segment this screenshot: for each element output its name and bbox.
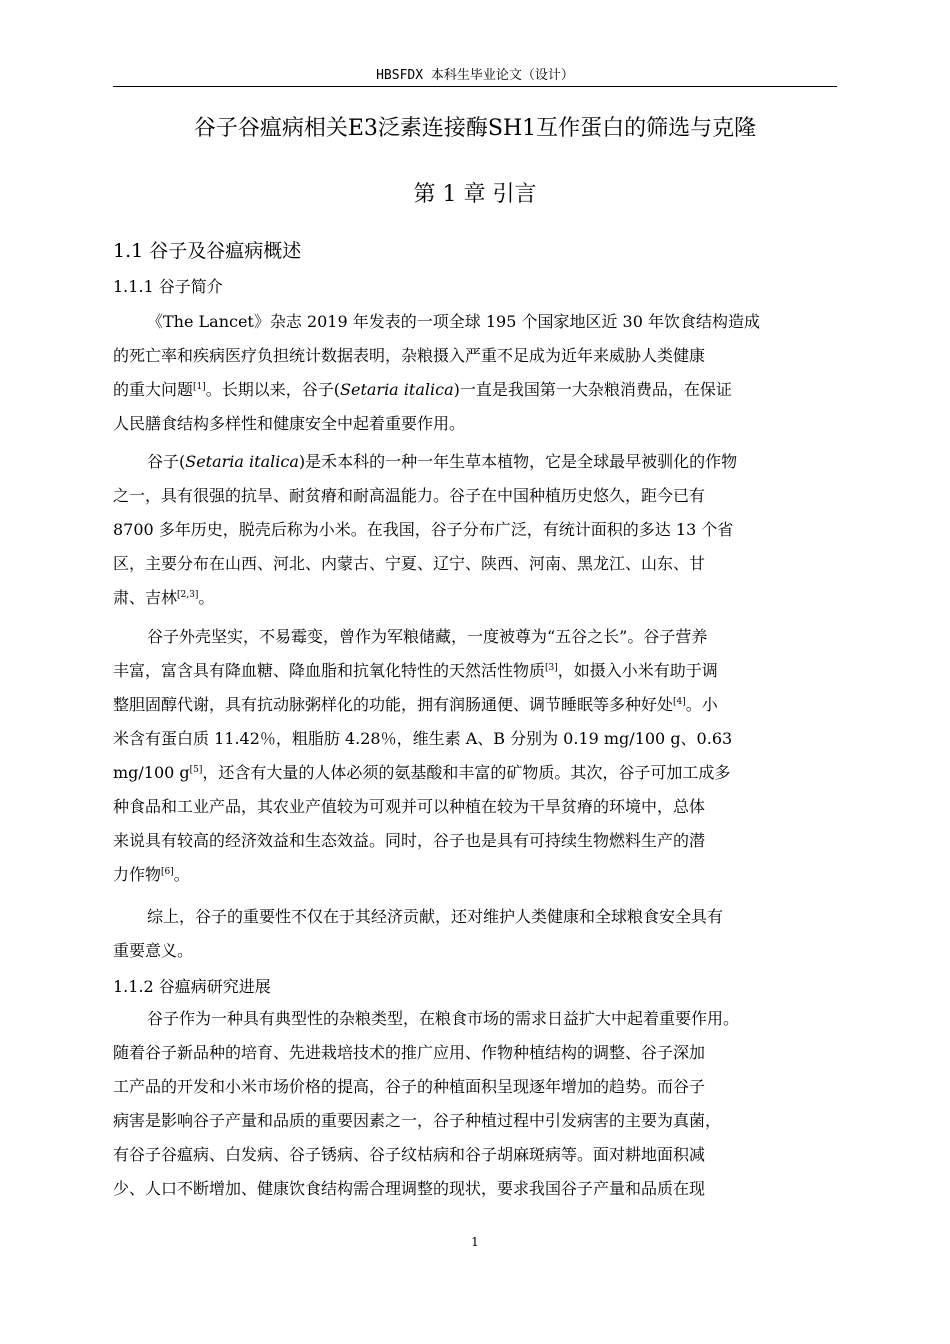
text-line: 米含有蛋白质 11.42％，粗脂肪 4.28％，维生素 A、B 分别为 0.19 mg/100 g、0.63	[113, 729, 733, 748]
text-line: 力作物[6]。	[113, 865, 190, 884]
paragraph-5	[113, 1002, 837, 1206]
text-line: 整胆固醇代谢，具有抗动脉粥样化的功能，拥有润肠通便、调节睡眠等多种好处[4]。小	[113, 695, 718, 714]
text-line: 《The Lancet》杂志 2019 年发表的一项全球 195 个国家地区近 30 年饮食结构造成	[147, 312, 760, 331]
text-line: 种食品和工业产品，其农业产值较为可观并可以种植在较为干旱贫瘠的环境中，总体	[113, 797, 706, 816]
text-line: 丰富，富含具有降血糖、降血脂和抗氧化特性的天然活性物质[3]，如摄入小米有助于调	[113, 661, 718, 680]
section-heading-1-1: 1.1 谷子及谷瘟病概述	[113, 240, 302, 262]
paragraph-4	[113, 900, 837, 968]
text-line: 肃、吉林[2,3]。	[113, 588, 215, 607]
page-number: 1	[471, 1235, 479, 1249]
text-line: 的重大问题[1]。长期以来，谷子(Setaria italica)一直是我国第一大杂粮消费品，在保证	[113, 380, 732, 399]
text-line: 病害是影响谷子产量和品质的重要因素之一，谷子种植过程中引发病害的主要为真菌，	[113, 1111, 722, 1130]
text-line: 有谷子谷瘟病、白发病、谷子锈病、谷子纹枯病和谷子胡麻斑病等。面对耕地面积减	[113, 1145, 706, 1164]
text-line: 少、人口不断增加、健康饮食结构需合理调整的现状，要求我国谷子产量和品质在现	[113, 1179, 706, 1198]
citation-ref: [2,3]	[177, 590, 199, 600]
citation-ref: [5]	[189, 765, 203, 775]
paragraph-1	[113, 305, 837, 441]
paragraph-3	[113, 620, 837, 892]
text-line: 随着谷子新品种的培育、先进栽培技术的推广应用、作物种植结构的调整、谷子深加	[113, 1043, 706, 1062]
header-rule	[113, 86, 837, 87]
text-line: 谷子外壳坚实，不易霉变，曾作为军粮储藏，一度被尊为“五谷之长”。谷子营养	[147, 627, 708, 646]
running-header: HBSFDX 本科生毕业论文（设计）	[376, 68, 574, 83]
text-line: 工产品的开发和小米市场价格的提高，谷子的种植面积呈现逐年增加的趋势。而谷子	[113, 1077, 706, 1096]
text-line: 之一，具有很强的抗旱、耐贫瘠和耐高温能力。谷子在中国种植历史悠久，距今已有	[113, 486, 706, 505]
text-line: 重要意义。	[113, 941, 194, 960]
subsection-heading-1-1-2: 1.1.2 谷瘟病研究进展	[113, 977, 271, 996]
citation-ref: [1]	[193, 382, 206, 392]
text-line: 区，主要分布在山西、河北、内蒙古、宁夏、辽宁、陕西、河南、黑龙江、山东、甘	[113, 554, 706, 573]
scientific-name: Setaria italica	[185, 452, 299, 471]
text-line: 来说具有较高的经济效益和生态效益。同时，谷子也是具有可持续生物燃料生产的潜	[113, 831, 706, 850]
citation-ref: [4]	[673, 697, 686, 707]
text-line: 的死亡率和疾病医疗负担统计数据表明，杂粮摄入严重不足成为近年来威胁人类健康	[113, 346, 706, 365]
text-line: 综上，谷子的重要性不仅在于其经济贡献，还对维护人类健康和全球粮食安全具有	[147, 907, 724, 926]
citation-ref: [6]	[161, 867, 174, 877]
text-line: 谷子(Setaria italica)是禾本科的一种一年生草本植物，它是全球最早被驯化的作物	[147, 452, 738, 471]
text-line: 8700 多年历史，脱壳后称为小米。在我国，谷子分布广泛，有统计面积的多达 13 个省	[113, 520, 734, 539]
thesis-title: 谷子谷瘟病相关E3泛素连接酶SH1互作蛋白的筛选与克隆	[193, 116, 757, 141]
text-line: mg/100 g[5]，还含有大量的人体必须的氨基酸和丰富的矿物质。其次，谷子可加工成多	[113, 763, 731, 782]
text-line: 人民膳食结构多样性和健康安全中起着重要作用。	[113, 414, 466, 433]
subsection-heading-1-1-1: 1.1.1 谷子简介	[113, 277, 223, 296]
scientific-name: Setaria italica	[340, 380, 454, 399]
citation-ref: [3]	[545, 663, 558, 673]
paragraph-2	[113, 445, 837, 615]
chapter-heading: 第 1 章 引言	[413, 182, 537, 207]
text-line: 谷子作为一种具有典型性的杂粮类型，在粮食市场的需求日益扩大中起着重要作用。	[147, 1009, 740, 1028]
